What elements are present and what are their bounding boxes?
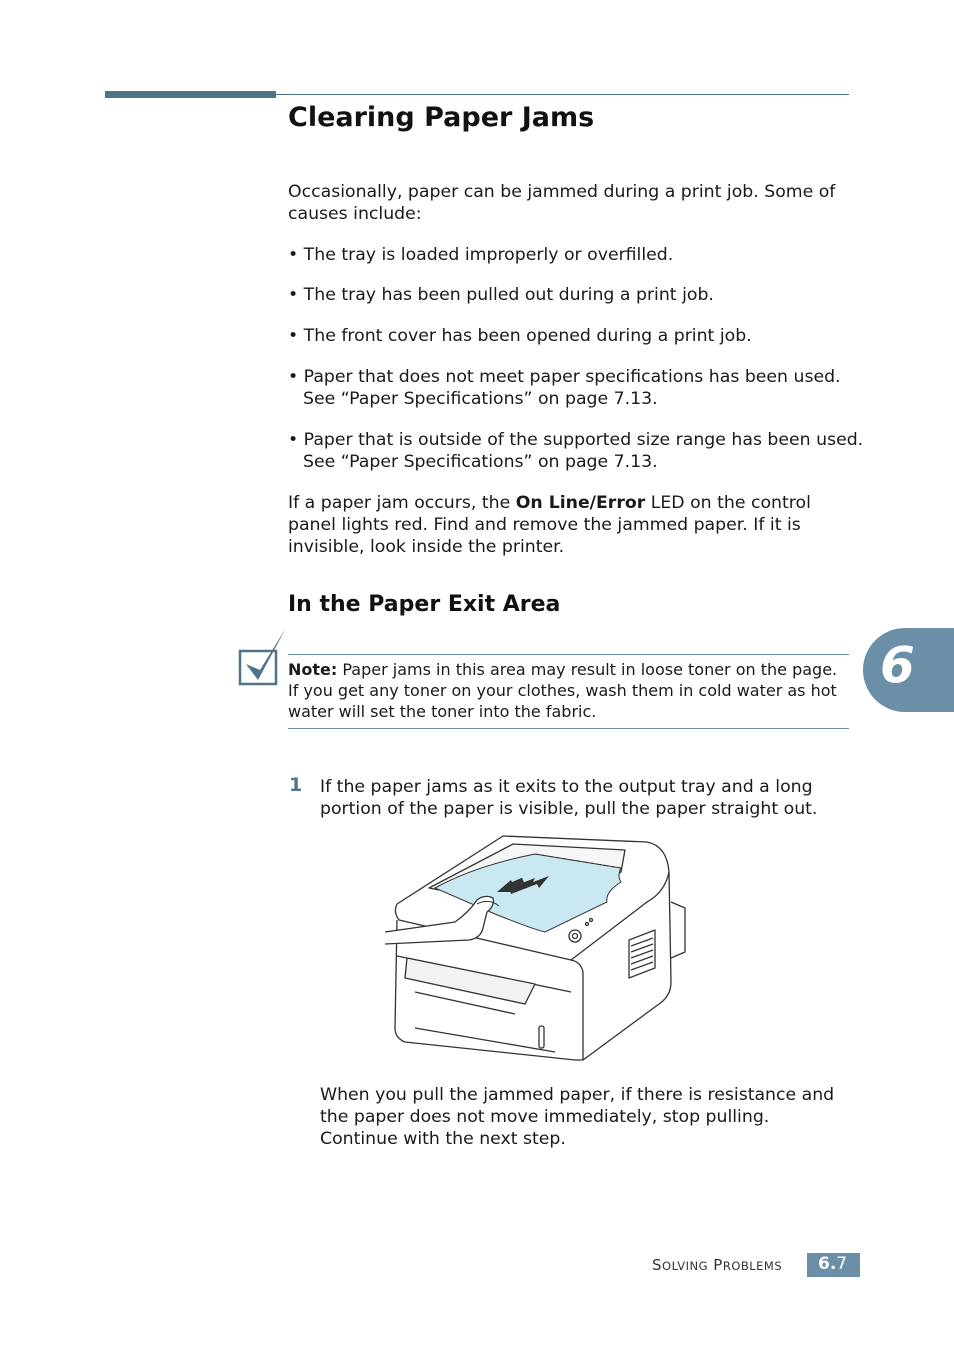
note-label: Note:: [288, 660, 338, 679]
note-rule-top: [288, 654, 849, 655]
note-rule-bottom: [288, 728, 849, 729]
led-name: On Line/Error: [515, 493, 646, 513]
step-text: If the paper jams as it exits to the output tray and a long portion of the paper is visible, pull the paper straight out.: [320, 777, 818, 819]
note-text: Note: Paper jams in this area may result in loose toner on the page. If you get any toner on your clothes, wash them in cold water as hot water will set the toner into the fabric.: [288, 660, 838, 721]
chapter-tab-number: 6: [880, 636, 915, 694]
footer-section-label: SOLVING PROBLEMS: [652, 1256, 783, 1274]
bullet-item: • The front cover has been opened during a print job.: [288, 326, 752, 346]
header-rule-thin: [276, 94, 849, 95]
after-step-paragraph: When you pull the jammed paper, if there is resistance and the paper does not move immediately, stop pulling. Continue with the next step.: [320, 1085, 835, 1149]
page-title: Clearing Paper Jams: [288, 102, 595, 133]
jam-paragraph: If a paper jam occurs, the On Line/Error LED on the control panel lights red. Find and remove the jammed paper. If it is invisible, look inside the printer.: [288, 493, 811, 557]
checkmark-icon: [238, 624, 290, 690]
page-number: 6.7: [818, 1254, 848, 1274]
printer-paper-jam-illustration: [385, 832, 690, 1064]
bullet-item: • Paper that does not meet paper specifications has been used. See “Paper Specifications” on page 7.13.: [288, 367, 841, 409]
intro-paragraph: Occasionally, paper can be jammed during a print job. Some of causes include:: [288, 182, 836, 224]
bullet-item: • The tray has been pulled out during a print job.: [288, 285, 714, 305]
bullet-item: • The tray is loaded improperly or overfilled.: [288, 245, 674, 265]
step-number: 1: [289, 774, 303, 796]
section-title: In the Paper Exit Area: [288, 592, 561, 617]
header-rule-thick: [105, 91, 276, 98]
bullet-item: • Paper that is outside of the supported size range has been used. See “Paper Specifications” on page 7.13.: [288, 430, 864, 472]
